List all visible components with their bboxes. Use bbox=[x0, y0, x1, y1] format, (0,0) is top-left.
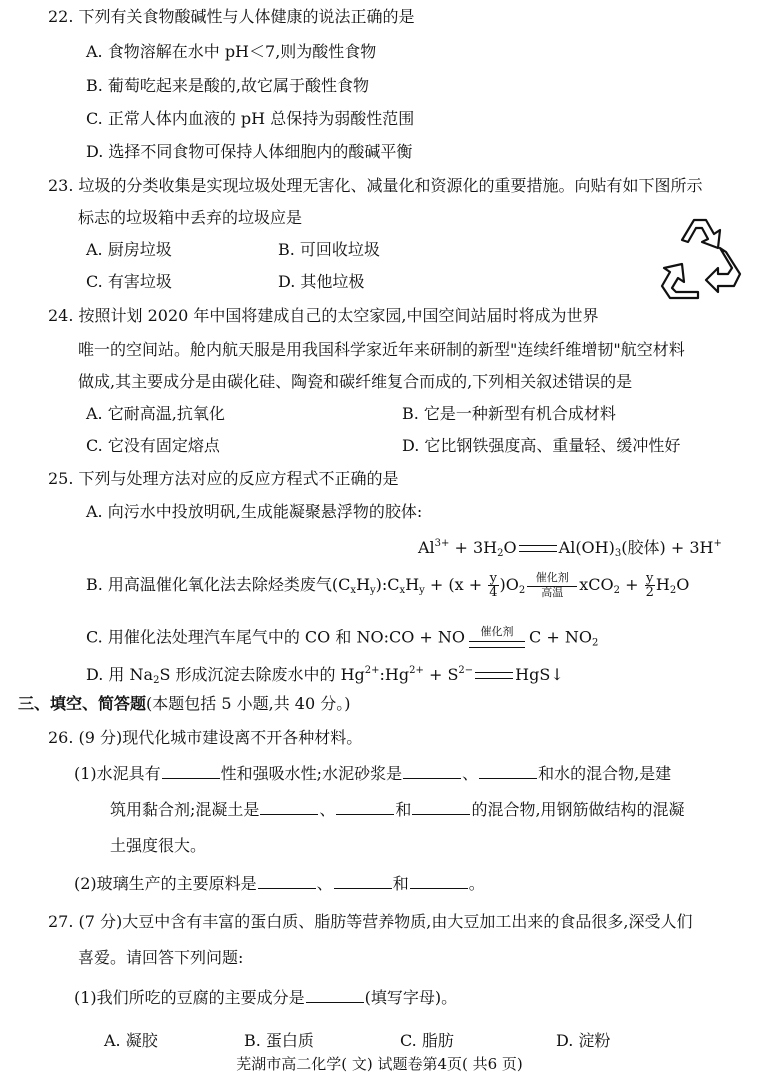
eq-b-h: H bbox=[356, 575, 371, 594]
q26-p1-blank-2[interactable] bbox=[403, 764, 461, 779]
q26-p1-text-d: 和水的混合物,是建 bbox=[538, 764, 672, 783]
q26-p1-blank-5[interactable] bbox=[336, 800, 394, 815]
eq-a-water-o: O bbox=[503, 538, 517, 557]
q26-part1-line2 bbox=[110, 800, 685, 820]
q26-p1-blank-6[interactable] bbox=[412, 800, 470, 815]
q26-p1-text-c: 、 bbox=[462, 764, 479, 783]
section-3-heading bbox=[18, 694, 350, 714]
q27-stem-line1: 27. (7 分)大豆中含有丰富的蛋白质、脂肪等营养物质,由大豆加工出来的食品很多,深受人们 bbox=[48, 912, 693, 931]
q26-p1-text-b: 性和强吸水性;水泥砂浆是 bbox=[220, 764, 403, 783]
eq-a-water: + 3H bbox=[449, 538, 498, 557]
q26-p2-blank-3[interactable] bbox=[410, 874, 468, 889]
q26-part1-line3: 土强度很大。 bbox=[110, 836, 207, 855]
q23-option-a: A. 厨房垃圾 bbox=[86, 240, 172, 259]
q25-option-c bbox=[86, 626, 598, 654]
eq-b-fraction bbox=[488, 572, 498, 599]
eq-d-hg-charge2: 2+ bbox=[409, 665, 424, 676]
section-3-title: 三、填空、简答题 bbox=[18, 694, 147, 713]
eq-a-h-charge: + bbox=[713, 538, 722, 549]
eq-b-catalyst: 催化剂 bbox=[535, 571, 569, 584]
q27-stem-line2: 喜爱。请回答下列问题: bbox=[78, 948, 244, 967]
q25-stem: 25. 下列与处理方法对应的反应方程式不正确的是 bbox=[48, 469, 399, 488]
eq-c-condition-arrow bbox=[467, 626, 527, 650]
section-3-note: (本题包括 5 小题,共 40 分。) bbox=[146, 694, 351, 713]
eq-b-frac2-num: y bbox=[646, 571, 654, 586]
eq-a-product: Al(OH) bbox=[558, 538, 615, 557]
q26-p2-text-b: 、 bbox=[316, 874, 333, 893]
eq-c-prefix: C. 用催化法处理汽车尾气中的 CO 和 NO:CO + NO bbox=[86, 627, 466, 647]
q26-p1-blank-3[interactable] bbox=[479, 764, 537, 779]
eq-a-product-sub: 3 bbox=[614, 548, 622, 559]
q26-p2-text-a: (2)玻璃生产的主要原料是 bbox=[74, 874, 257, 893]
q22-option-c: C. 正常人体内血液的 pH 总保持为弱酸性范围 bbox=[86, 109, 415, 128]
eq-a-equilibrium-sign bbox=[519, 545, 557, 552]
eq-c-catalyst: 催化剂 bbox=[480, 625, 514, 638]
q27-p1-blank-1[interactable] bbox=[306, 988, 364, 1003]
eq-b-frac-den: 4 bbox=[489, 585, 498, 600]
eq-b-frac2-den: 2 bbox=[645, 585, 654, 600]
q26-p1-l2-d: 的混合物,用钢筋做结构的混凝 bbox=[471, 800, 685, 819]
eq-a-al-charge: 3+ bbox=[434, 538, 450, 549]
eq-c-product: C + NO bbox=[529, 627, 592, 647]
q26-p2-blank-1[interactable] bbox=[258, 874, 316, 889]
q26-p1-blank-1[interactable] bbox=[162, 764, 220, 779]
q25-option-d bbox=[86, 661, 564, 691]
eq-d-prefix: D. 用 Na bbox=[86, 665, 154, 684]
q25-option-b bbox=[86, 572, 689, 601]
eq-b-high-temp: 高温 bbox=[541, 586, 564, 599]
eq-d-equal-sign bbox=[475, 672, 513, 679]
q26-p1-blank-4[interactable] bbox=[260, 800, 318, 815]
q23-option-d: D. 其他垃极 bbox=[278, 272, 365, 291]
q23-option-c: C. 有害垃圾 bbox=[86, 272, 172, 291]
eq-b-mid: ):C bbox=[375, 575, 400, 594]
eq-a-product2: (胶体) + 3H bbox=[621, 538, 714, 557]
eq-b-condition-arrow bbox=[527, 572, 577, 599]
q24-stem-line1: 24. 按照计划 2020 年中国将建成自己的太空家园,中国空间站届时将成为世界 bbox=[48, 306, 599, 325]
eq-b-product-sub: 2 bbox=[613, 585, 620, 596]
eq-b-o2: )O bbox=[499, 575, 519, 594]
eq-d-plus: + S bbox=[423, 665, 459, 684]
q27-option-d: D. 淀粉 bbox=[556, 1031, 611, 1050]
q25-equation-a bbox=[418, 534, 722, 564]
q26-p1-l2-c: 和 bbox=[395, 800, 412, 819]
eq-d-s-charge: 2− bbox=[458, 665, 474, 676]
eq-b-y-sub: y bbox=[370, 585, 376, 596]
page-footer: 芜湖市高二化学( 文) 试题卷第4页( 共6 页) bbox=[236, 1055, 523, 1073]
q26-p1-l2-a: 筑用黏合剂;混凝土是 bbox=[110, 800, 260, 819]
eq-b-y-sub2: y bbox=[419, 585, 425, 596]
eq-b-x-sub2: x bbox=[399, 585, 406, 596]
eq-b-x-sub: x bbox=[350, 585, 357, 596]
q26-part1-line1 bbox=[74, 764, 671, 784]
q22-option-a: A. 食物溶解在水中 pH＜7,则为酸性食物 bbox=[86, 42, 377, 61]
eq-b-h2: H bbox=[405, 575, 420, 594]
q22-option-d: D. 选择不同食物可保持人体细胞内的酸碱平衡 bbox=[86, 142, 413, 161]
q24-option-c: C. 它没有固定熔点 bbox=[86, 436, 220, 455]
q26-p2-text-c: 和 bbox=[392, 874, 409, 893]
eq-b-plus2: + bbox=[620, 575, 644, 594]
q24-stem-line3: 做成,其主要成分是由碳化硅、陶瓷和碳纤维复合而成的,下列相关叙述错误的是 bbox=[78, 372, 633, 391]
q27-option-b: B. 蛋白质 bbox=[244, 1031, 314, 1050]
q26-part2 bbox=[74, 874, 485, 894]
eq-b-product: xCO bbox=[579, 575, 614, 594]
q23-option-b: B. 可回收垃圾 bbox=[278, 240, 380, 259]
eq-b-h2o: H bbox=[655, 575, 670, 594]
eq-d-hg-charge: 2+ bbox=[364, 665, 380, 676]
q27-part1 bbox=[74, 988, 457, 1008]
q26-p1-l2-b: 、 bbox=[319, 800, 336, 819]
eq-d-colon: :Hg bbox=[379, 665, 410, 684]
eq-b-fraction2 bbox=[645, 572, 655, 599]
q27-option-c: C. 脂肪 bbox=[400, 1031, 454, 1050]
eq-c-equal-sign bbox=[469, 641, 525, 648]
q26-p2-text-d: 。 bbox=[468, 874, 485, 893]
q24-option-d: D. 它比钢铁强度高、重量轻、缓冲性好 bbox=[402, 436, 681, 455]
q27-option-a: A. 凝胶 bbox=[104, 1031, 158, 1050]
q26-p2-blank-2[interactable] bbox=[334, 874, 392, 889]
q26-stem: 26. (9 分)现代化城市建设离不开各种材料。 bbox=[48, 728, 363, 747]
q23-stem-line1: 23. 垃圾的分类收集是实现垃圾处理无害化、减量化和资源化的重要措施。向贴有如下图所示 bbox=[48, 176, 703, 195]
eq-d-s: S 形成沉淀去除废水中的 Hg bbox=[159, 665, 365, 684]
eq-d-na-sub: 2 bbox=[153, 675, 160, 686]
eq-b-prefix: B. 用高温催化氧化法去除烃类废气(C bbox=[86, 575, 351, 594]
q25-option-a: A. 向污水中投放明矾,生成能凝聚悬浮物的胶体: bbox=[86, 502, 423, 521]
q22-stem: 22. 下列有关食物酸碱性与人体健康的说法正确的是 bbox=[48, 7, 415, 26]
eq-b-o2-sub: 2 bbox=[518, 585, 526, 596]
recycle-icon bbox=[648, 212, 748, 304]
eq-b-h2o-o: O bbox=[676, 575, 690, 594]
eq-b-frac-num: y bbox=[489, 571, 498, 586]
eq-a-al: Al bbox=[418, 538, 435, 557]
eq-b-h2o-sub: 2 bbox=[669, 585, 677, 596]
q23-stem-line2: 标志的垃圾箱中丢弃的垃圾应是 bbox=[78, 208, 303, 227]
q24-option-b: B. 它是一种新型有机合成材料 bbox=[402, 404, 616, 423]
q24-stem-line2: 唯一的空间站。舱内航天服是用我国科学家近年来研制的新型"连续纤维增韧"航空材料 bbox=[78, 340, 685, 359]
q24-option-a: A. 它耐高温,抗氧化 bbox=[86, 404, 225, 423]
eq-d-product: HgS↓ bbox=[515, 665, 564, 684]
q27-p1-text-a: (1)我们所吃的豆腐的主要成分是 bbox=[74, 988, 305, 1007]
eq-c-product-sub: 2 bbox=[591, 637, 599, 649]
eq-a-water-sub: 2 bbox=[497, 548, 504, 559]
eq-b-plus: + (x + bbox=[424, 575, 488, 594]
q22-option-b: B. 葡萄吃起来是酸的,故它属于酸性食物 bbox=[86, 76, 370, 95]
q27-p1-text-b: (填写字母)。 bbox=[364, 988, 458, 1007]
q26-p1-text-a: (1)水泥具有 bbox=[74, 764, 161, 783]
